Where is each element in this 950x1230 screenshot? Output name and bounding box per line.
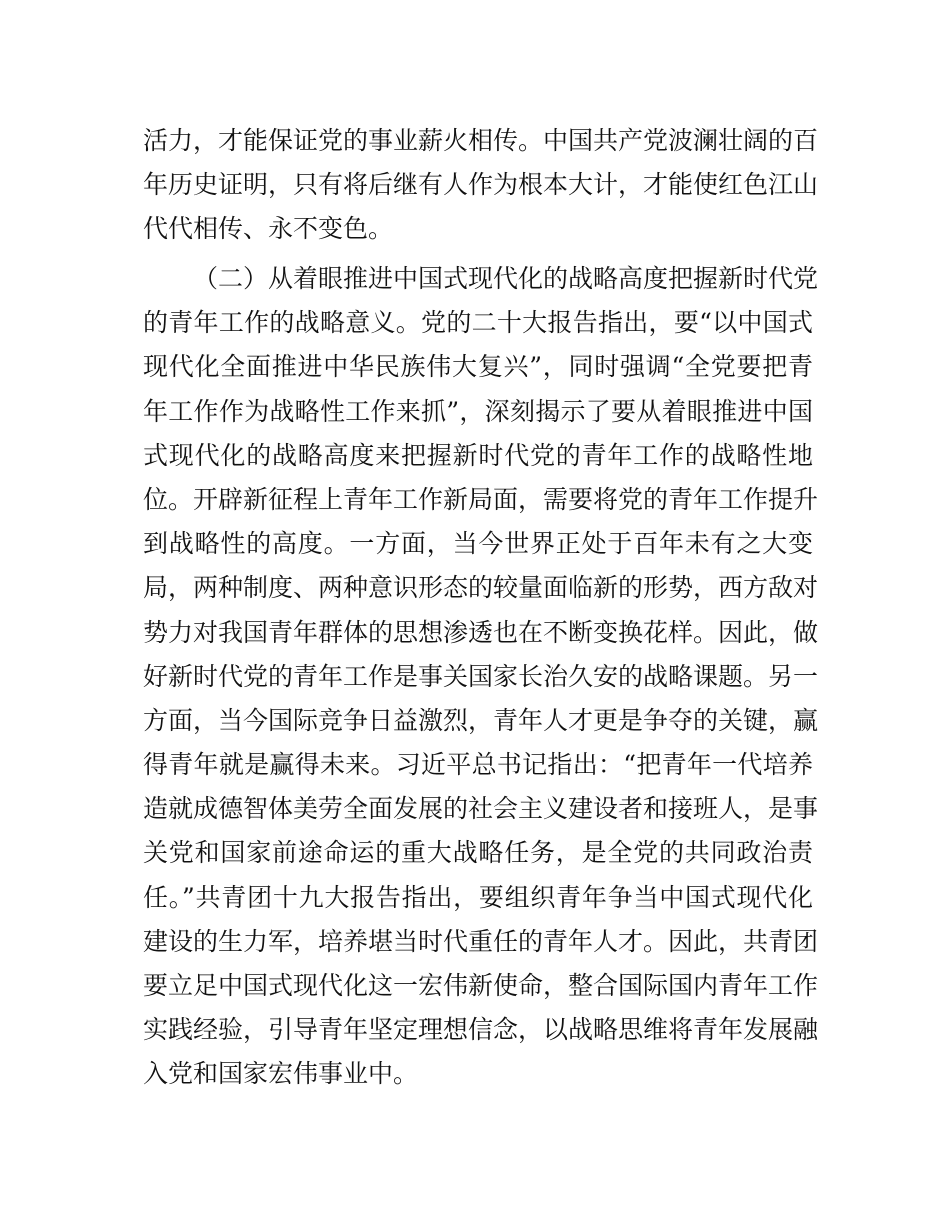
paragraph-line: 局，两种制度、两种意识形态的较量面临新的形势，西方敌对 [143, 573, 819, 603]
paragraph-section-two [143, 257, 819, 1097]
paragraph-line: 到战略性的高度。一方面，当今世界正处于百年未有之大变 [143, 529, 813, 559]
paragraph-line: 年历史证明，只有将后继有人作为根本大计，才能使红色江山 [143, 170, 819, 200]
paragraph-line: 位。开辟新征程上青年工作新局面，需要将党的青年工作提升 [143, 484, 819, 514]
paragraph-line: 造就成德智体美劳全面发展的社会主义建设者和接班人，是事 [143, 794, 819, 824]
paragraph-line: 活力，才能保证党的事业薪火相传。中国共产党波澜壮阔的百 [143, 126, 819, 155]
paragraph-line: 建设的生力军，培养堪当时代重任的青年人才。因此，共青团 [143, 926, 819, 956]
paragraph-line: 方面，当今国际竞争日益激烈，青年人才更是争夺的关键，赢 [143, 705, 819, 735]
paragraph-line: 好新时代党的青年工作是事关国家长治久安的战略课题。另一 [143, 661, 819, 691]
paragraph-line: 代代相传、永不变色。 [143, 214, 394, 244]
paragraph-line: 任。”共青团十九大报告指出，要组织青年争当中国式现代化 [143, 882, 813, 912]
paragraph-line: 式现代化的战略高度来把握新时代党的青年工作的战略性地 [143, 440, 813, 470]
paragraph-line: 关党和国家前途命运的重大战略任务，是全党的共同政治责 [143, 838, 813, 868]
paragraph-line: （二）从着眼推进中国式现代化的战略高度把握新时代党 [193, 264, 819, 293]
paragraph-line: 的青年工作的战略意义。党的二十大报告指出，要“以中国式 [143, 308, 813, 338]
paragraph-line: 实践经验，引导青年坚定理想信念，以战略思维将青年发展融 [143, 1015, 819, 1045]
paragraph-line: 现代化全面推进中华民族伟大复兴”，同时强调“全党要把青 [143, 352, 813, 382]
paragraph-line: 年工作作为战略性工作来抓”，深刻揭示了要从着眼推进中国 [143, 396, 813, 426]
paragraph-line: 入党和国家宏伟事业中。 [143, 1059, 419, 1089]
paragraph-continued [143, 119, 819, 252]
paragraph-line: 要立足中国式现代化这一宏伟新使命，整合国际国内青年工作 [143, 971, 819, 1000]
paragraph-line: 势力对我国青年群体的思想渗透也在不断变换花样。因此，做 [143, 617, 819, 647]
paragraph-line: 得青年就是赢得未来。习近平总书记指出：“把青年一代培养 [143, 750, 813, 780]
